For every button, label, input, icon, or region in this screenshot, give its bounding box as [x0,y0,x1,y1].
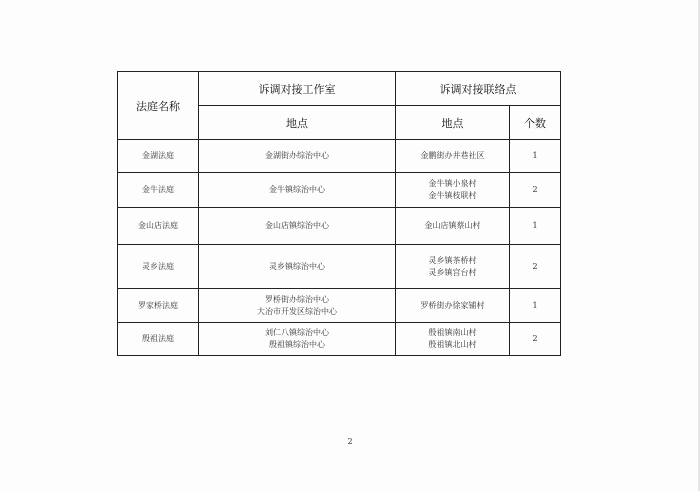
studio-location-cell [199,245,396,289]
studio-location-line: 罗桥街办综治中心 [265,294,329,304]
liaison-location-cell [396,173,510,208]
liaison-location-cell [396,323,510,356]
page-number: 2 [347,437,353,446]
court-name-cell: 金牛法庭 [118,173,199,208]
studio-location-cell [199,323,396,356]
count-cell: 1 [510,208,561,245]
studio-location-cell [199,140,396,173]
count-cell: 2 [510,245,561,289]
count-cell: 2 [510,323,561,356]
liaison-location-cell [396,289,510,323]
table-row [118,208,561,245]
header-studio: 诉调对接工作室 [199,72,396,106]
court-name-cell: 殷祖法庭 [118,323,199,356]
studio-location-line: 金山店镇综治中心 [265,221,329,230]
studio-location-line: 灵乡镇综治中心 [269,261,325,271]
liaison-location-line: 金山店镇蔡山村 [424,221,481,230]
header-liaison-location: 地点 [396,106,510,140]
studio-location-cell [199,289,396,323]
court-name-cell: 灵乡法庭 [118,245,199,289]
liaison-location-cell [396,245,510,289]
liaison-location-line: 灵乡镇茶桥村 [428,255,477,265]
studio-location-line: 金牛镇综治中心 [269,185,325,194]
studio-location-cell [199,208,396,245]
count-cell: 2 [510,173,561,208]
court-name-cell: 罗家桥法庭 [118,289,199,323]
liaison-location-line: 罗桥街办徐家铺村 [420,300,485,310]
liaison-location-line: 殷祖镇南山村 [428,328,477,337]
header-liaison: 诉调对接联络点 [396,72,561,106]
studio-location-cell [199,173,396,208]
header-row-1 [118,72,561,106]
table-row [118,289,561,323]
header-studio-location: 地点 [199,106,396,140]
studio-location-line: 刘仁八镇综治中心 [265,328,329,337]
table-row [118,140,561,173]
studio-location-line: 金湖街办综治中心 [265,151,329,160]
studio-location-line: 殷祖镇综治中心 [269,340,325,349]
count-cell: 1 [510,289,561,323]
liaison-location-line: 殷祖镇北山村 [428,340,477,349]
liaison-location-line: 金牛镇小泉村 [428,179,477,188]
header-court-name: 法庭名称 [118,72,199,140]
count-cell: 1 [510,140,561,173]
court-mediation-table [117,71,561,356]
table-row [118,173,561,208]
liaison-location-line: 灵乡镇宫台村 [428,267,477,277]
header-count: 个数 [510,106,561,140]
table-row [118,323,561,356]
liaison-location-line: 金牛镇枝联村 [428,191,477,200]
court-name-cell: 金山店法庭 [118,208,199,245]
studio-location-line: 大冶市开发区综治中心 [257,306,337,316]
liaison-location-line: 金鹏街办井巷社区 [420,151,485,160]
liaison-location-cell [396,208,510,245]
table-row [118,245,561,289]
liaison-location-cell [396,140,510,173]
court-name-cell: 金湖法庭 [118,140,199,173]
